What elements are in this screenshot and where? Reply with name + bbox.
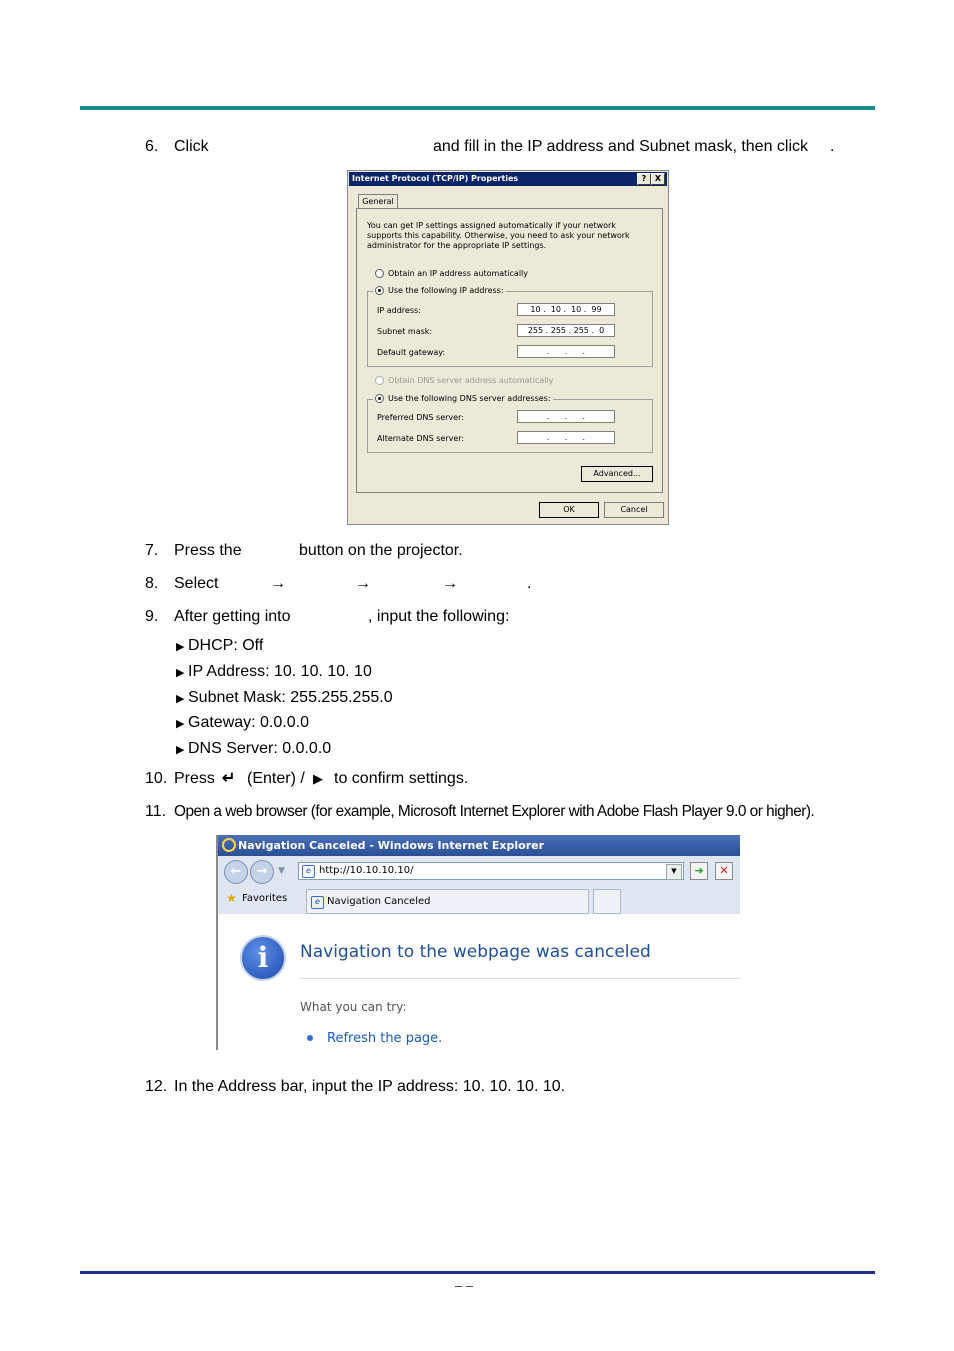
help-button[interactable]: ? (637, 173, 651, 185)
address-bar[interactable]: e http://10.10.10.10/ ▼ (298, 862, 684, 880)
radio-manual-dns[interactable]: Use the following DNS server addresses: (373, 394, 553, 403)
preferred-dns-field[interactable]: . . . (517, 410, 615, 423)
dialog-title: Internet Protocol (TCP/IP) Properties (349, 172, 667, 186)
cancel-button[interactable]: Cancel (604, 502, 664, 518)
page-number: – – (455, 1278, 474, 1293)
dns-group (367, 399, 653, 453)
default-gateway-field[interactable]: . . . (517, 345, 615, 358)
general-panel (356, 208, 663, 493)
footer-rule (80, 1271, 875, 1274)
bullet-item: ▶ DNS Server: 0.0.0.0 (176, 739, 331, 760)
divider (300, 978, 740, 979)
try-label: What you can try: (300, 1000, 407, 1014)
radio-auto-dns[interactable]: Obtain DNS server address automatically (375, 376, 553, 385)
page-icon: e (302, 865, 315, 878)
radio-circle-icon (375, 376, 384, 385)
close-button[interactable]: X (651, 173, 665, 185)
arrow-right-icon: → (442, 575, 458, 592)
play-arrow-icon: ▶ (313, 771, 323, 786)
browser-titlebar: Navigation Canceled - Windows Internet Explorer (218, 835, 740, 856)
favorites-star-icon[interactable]: ★ (226, 891, 237, 905)
internet-explorer-window (216, 835, 740, 1050)
bullet-triangle-icon: ▶ (176, 667, 185, 679)
bullet-triangle-icon: ▶ (176, 744, 185, 756)
browser-toolbar (218, 856, 740, 914)
tab-page-icon: e (311, 896, 324, 909)
subnet-mask-label: Subnet mask: (377, 327, 433, 336)
advanced-button[interactable]: Advanced... (581, 466, 653, 482)
bullet-item: ▶ Gateway: 0.0.0.0 (176, 713, 309, 734)
new-tab-button[interactable] (593, 889, 621, 914)
history-dropdown-icon[interactable]: ▼ (278, 866, 285, 876)
preferred-dns-label: Preferred DNS server: (377, 413, 464, 422)
enter-key-icon: ↵ (222, 770, 236, 787)
header-rule (80, 106, 875, 110)
bullet-triangle-icon: ▶ (176, 641, 185, 653)
alternate-dns-label: Alternate DNS server: (377, 434, 465, 443)
address-dropdown-icon[interactable]: ▼ (666, 864, 682, 880)
bullet-dot-icon (307, 1035, 313, 1041)
go-arrow-icon[interactable]: ➜ (690, 862, 708, 880)
ie-logo-icon (222, 838, 236, 852)
ip-address-label: IP address: (377, 306, 421, 315)
bullet-item: ▶ IP Address: 10. 10. 10. 10 (176, 662, 372, 683)
tab-general[interactable]: General (358, 194, 398, 209)
subnet-mask-field[interactable]: 255 . 255 . 255 . 0 (517, 324, 615, 337)
radio-circle-icon (375, 269, 384, 278)
bullet-item: ▶ DHCP: Off (176, 636, 263, 657)
ok-button[interactable]: OK (539, 502, 599, 518)
default-gateway-label: Default gateway: (377, 348, 446, 357)
refresh-link[interactable]: Refresh the page. (327, 1031, 443, 1046)
browser-tab[interactable]: e Navigation Canceled (306, 889, 589, 914)
bullet-triangle-icon: ▶ (176, 693, 185, 705)
arrow-right-icon: → (355, 575, 371, 592)
browser-content (218, 915, 740, 1050)
radio-selected-icon (375, 286, 384, 295)
favorites-button[interactable]: Favorites (242, 893, 288, 904)
back-arrow-icon[interactable]: ← (224, 860, 248, 884)
radio-auto-ip[interactable]: Obtain an IP address automatically (375, 269, 528, 278)
radio-selected-icon (375, 394, 384, 403)
arrow-right-icon: → (270, 575, 286, 592)
ip-address-field[interactable]: 10 . 10 . 10 . 99 (517, 303, 615, 316)
error-heading: Navigation to the webpage was canceled (300, 942, 651, 962)
forward-arrow-icon[interactable]: → (250, 860, 274, 884)
info-icon: i (240, 935, 286, 981)
tcpip-properties-dialog (347, 170, 669, 525)
stop-x-icon[interactable]: ✕ (715, 862, 733, 880)
radio-manual-ip[interactable]: Use the following IP address: (373, 286, 506, 295)
alternate-dns-field[interactable]: . . . (517, 431, 615, 444)
dialog-description: You can get IP settings assigned automatically if your network supports this capability. Otherwise, you need to ask your network administrator for the appropriate IP settings. (367, 221, 630, 250)
bullet-item: ▶ Subnet Mask: 255.255.255.0 (176, 688, 393, 709)
bullet-triangle-icon: ▶ (176, 718, 185, 730)
